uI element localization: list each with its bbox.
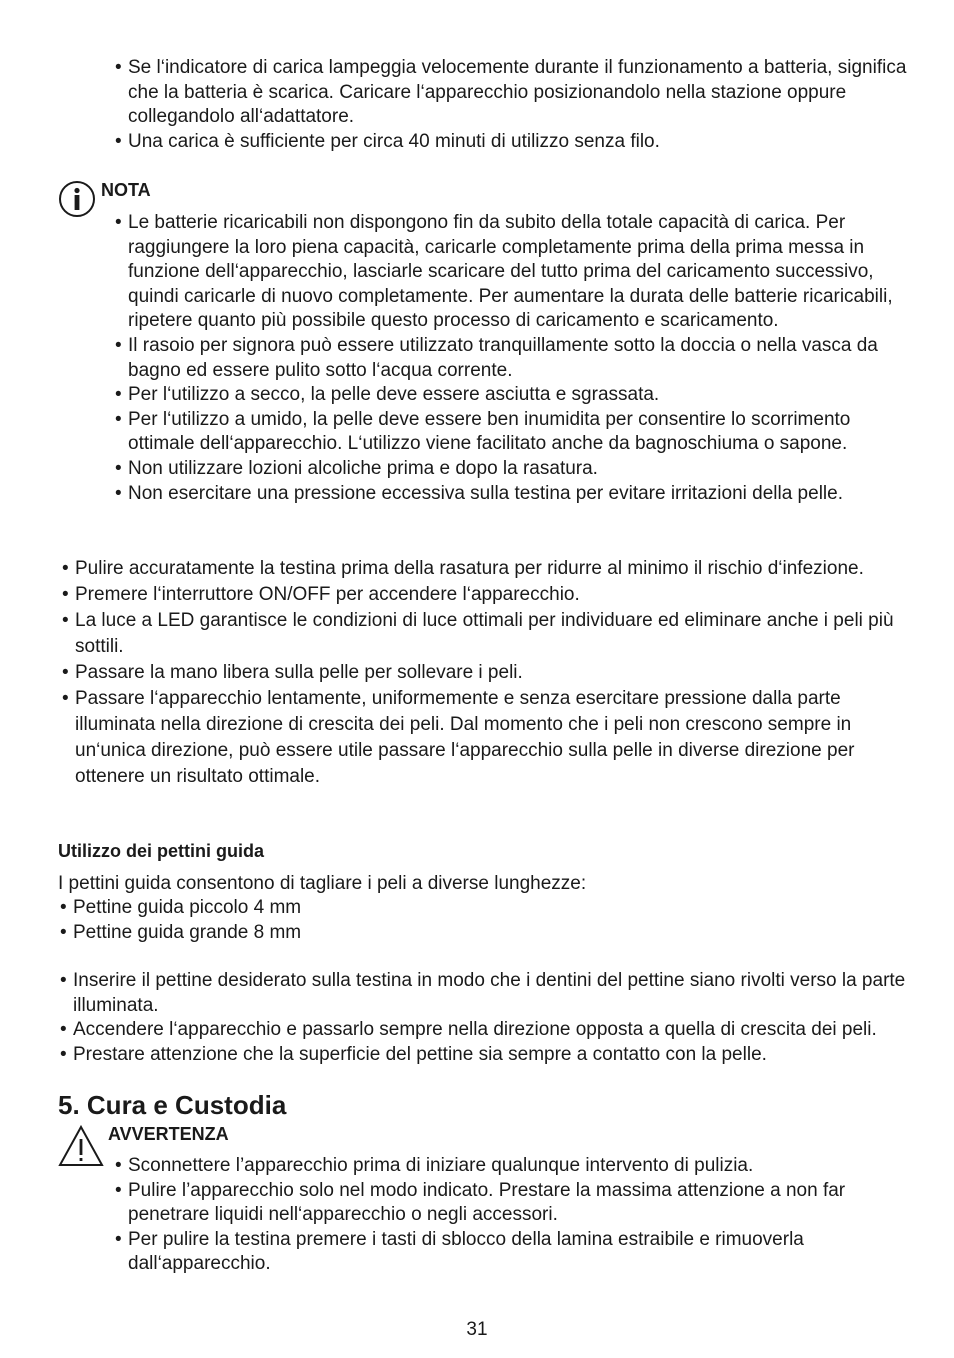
charging-bullet-list [128,56,908,154]
list-item: • Per pulire la testina premere i tasti di sblocco della lamina estraibile e rimuoverla dall‘apparecchio. [128,1228,908,1277]
list-item: • Per l‘utilizzo a secco, la pelle deve essere asciutta e sgrassata. [128,383,918,408]
usage-bullet-list [75,556,905,790]
note-list [128,211,918,506]
warning-title: AVVERTENZA [108,1124,229,1144]
list-item: • Sconnettere l’apparecchio prima di iniziare qualunque intervento di pulizia. [128,1154,908,1179]
comb-steps-list [73,969,913,1067]
list-item: • Pettine guida piccolo 4 mm [73,896,873,921]
list-item: • Passare l‘apparecchio lentamente, uniformemente e senza esercitare pressione dalla parte illuminata nella direzione di crescita dei peli. Dal momento che i peli non crescono sempre in un‘unica direzione, può essere utile passare l‘apparecchio sulla pelle in diverse direzione per ottenere un risultato ottimale. [75,686,905,790]
list-item: • Una carica è sufficiente per circa 40 minuti di utilizzo senza filo. [128,130,908,155]
comb-heading: Utilizzo dei pettini guida [58,841,264,861]
warning-triangle-icon [58,1124,104,1168]
note-title: NOTA [101,180,151,200]
list-item: • Pulire l’apparecchio solo nel modo indicato. Prestare la massima attenzione a non far penetrare liquidi nell‘apparecchio o negli accessori. [128,1179,908,1228]
section-heading: 5. Cura e Custodia [58,1090,287,1120]
list-item: • Per l‘utilizzo a umido, la pelle deve essere ben inumidita per consentire lo scorrimento ottimale dell‘apparecchio. L‘utilizzo viene facilitato anche da bagnoschiuma o sapone. [128,408,918,457]
list-item: • Non utilizzare lozioni alcoliche prima e dopo la rasatura. [128,457,918,482]
list-item: • Premere l‘interruttore ON/OFF per accendere l‘apparecchio. [75,582,905,608]
comb-intro: I pettini guida consentono di tagliare i peli a diverse lunghezze: [58,873,587,894]
comb-size-list [73,896,873,945]
list-item: • Non esercitare una pressione eccessiva sulla testina per evitare irritazioni della pelle. [128,482,918,507]
warning-list [128,1154,908,1277]
list-item: • La luce a LED garantisce le condizioni di luce ottimali per individuare ed eliminare anche i peli più sottili. [75,608,905,660]
list-item: • Il rasoio per signora può essere utilizzato tranquillamente sotto la doccia o nella vasca da bagno ed essere pulito sotto l‘acqua corrente. [128,334,918,383]
list-item: • Pettine guida grande 8 mm [73,921,873,946]
list-item: • Prestare attenzione che la superficie del pettine sia sempre a contatto con la pelle. [73,1043,913,1068]
info-icon [58,180,96,218]
list-item: • Se l‘indicatore di carica lampeggia velocemente durante il funzionamento a batteria, significa che la batteria è scarica. Caricare l‘apparecchio posizionandolo nella stazione oppure collegandolo all‘adattatore. [128,56,908,130]
list-item: • Le batterie ricaricabili non dispongono fin da subito della totale capacità di carica. Per raggiungere la loro piena capacità, caricarle completamente prima della prima messa in funzione dell‘apparecchio, lasciarle scaricare del tutto prima del caricamento successivo, quindi caricarle di nuovo completamente. Per aumentare la durata delle batterie ricaricabili, ripetere quanto più possibile questo processo di caricamento e scaricamento. [128,211,918,334]
page-number: 31 [466,1319,488,1340]
list-item: • Inserire il pettine desiderato sulla testina in modo che i dentini del pettine siano rivolti verso la parte illuminata. [73,969,913,1018]
list-item: • Pulire accuratamente la testina prima della rasatura per ridurre al minimo il rischio d‘infezione. [75,556,905,582]
list-item: • Accendere l‘apparecchio e passarlo sempre nella direzione opposta a quella di crescita dei peli. [73,1018,913,1043]
list-item: • Passare la mano libera sulla pelle per sollevare i peli. [75,660,905,686]
